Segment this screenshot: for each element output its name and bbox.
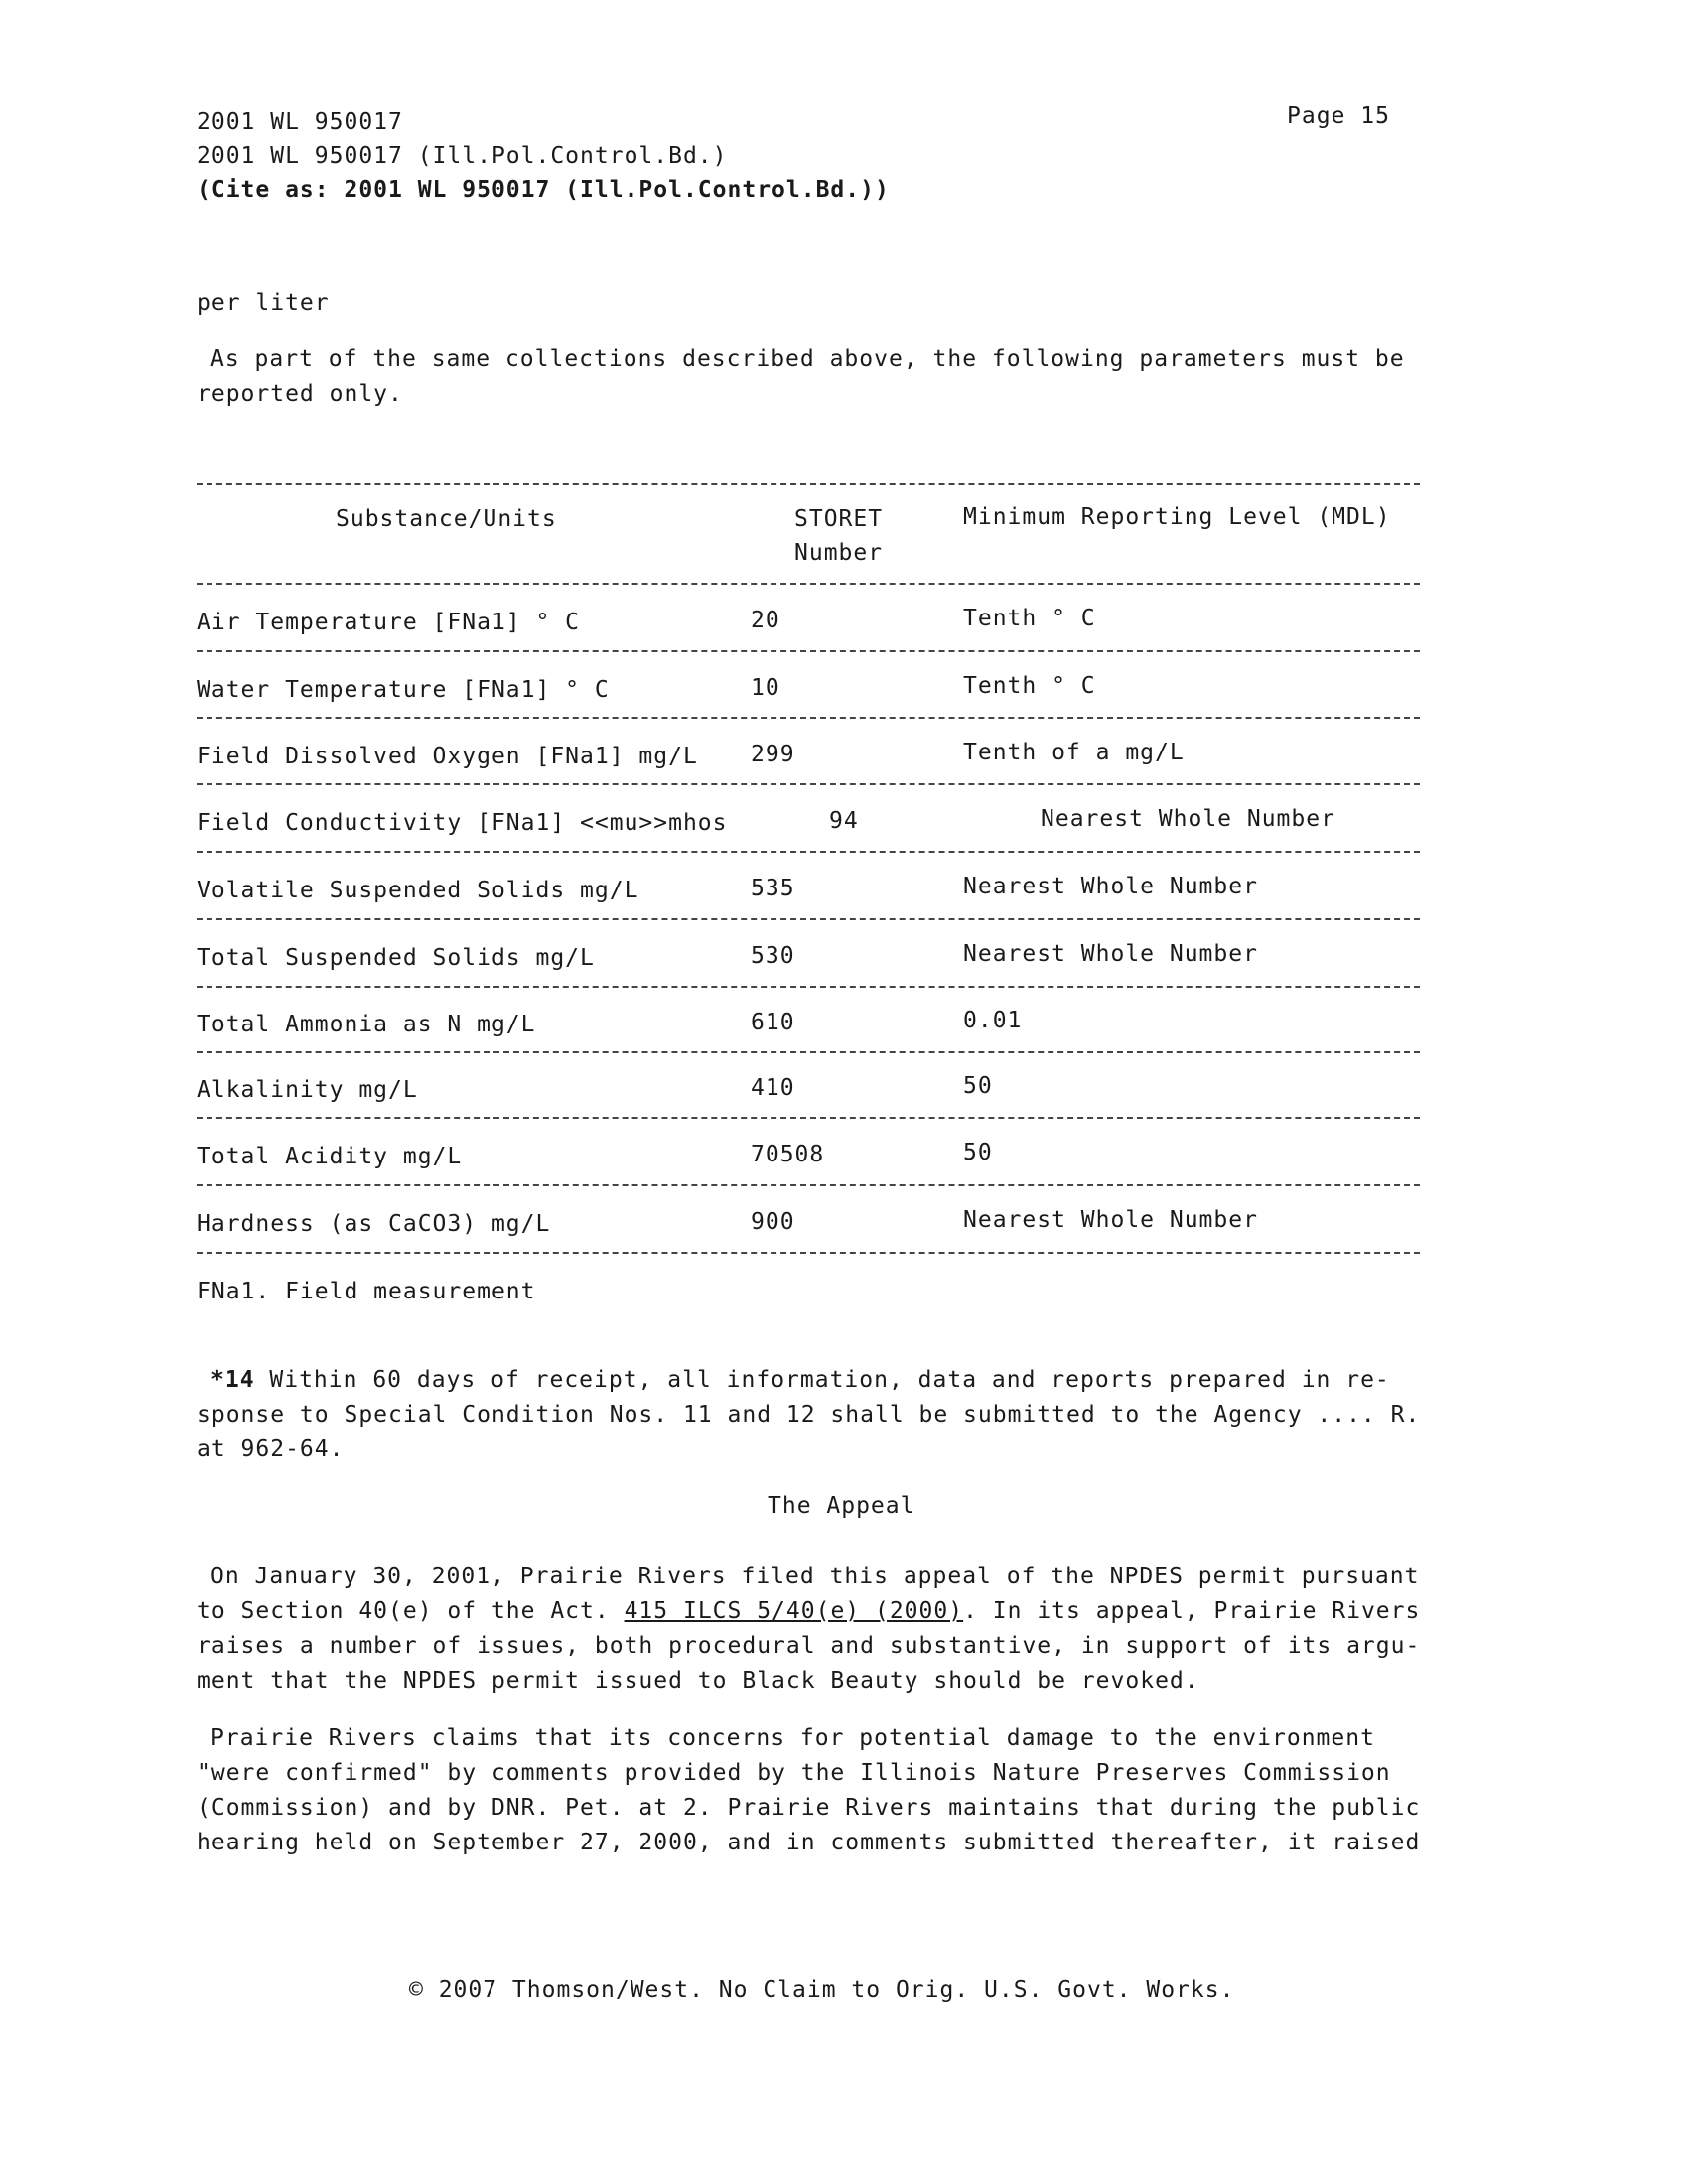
row-storet: 410 bbox=[751, 1075, 795, 1101]
row-substance: Volatile Suspended Solids mg/L bbox=[197, 878, 639, 903]
table-divider bbox=[197, 1051, 1420, 1053]
row-mdl: Nearest Whole Number bbox=[963, 941, 1258, 967]
intro-paragraph-line-1: As part of the same collections described above, the following parameters must be bbox=[210, 346, 1405, 372]
table-divider bbox=[197, 650, 1420, 652]
row-storet: 299 bbox=[751, 742, 795, 767]
table-footnote: FNa1. Field measurement bbox=[197, 1279, 536, 1304]
row-substance: Field Conductivity [FNa1] <<mu>>mhos bbox=[197, 810, 728, 836]
table-divider bbox=[197, 717, 1420, 719]
table-divider bbox=[197, 918, 1420, 920]
table-divider bbox=[197, 1184, 1420, 1186]
statute-link[interactable]: 415 ILCS 5/40(e) (2000) bbox=[624, 1598, 964, 1624]
row-substance: Total Acidity mg/L bbox=[197, 1144, 463, 1169]
row-storet: 94 bbox=[829, 808, 859, 834]
row-substance: Air Temperature [FNa1] ° C bbox=[197, 610, 581, 635]
appeal-para1-line-2-pre: to Section 40(e) of the Act. bbox=[197, 1598, 625, 1624]
row-mdl: 0.01 bbox=[963, 1008, 1023, 1033]
row-mdl: Tenth ° C bbox=[963, 673, 1096, 699]
row-storet: 900 bbox=[751, 1209, 795, 1235]
table-divider bbox=[197, 1252, 1420, 1254]
appeal-para2-line-1: Prairie Rivers claims that its concerns for potential damage to the environment bbox=[210, 1725, 1375, 1751]
table-divider bbox=[197, 783, 1420, 785]
row-substance: Field Dissolved Oxygen [FNa1] mg/L bbox=[197, 744, 698, 769]
citation-line-1: 2001 WL 950017 bbox=[197, 109, 403, 135]
row-storet: 70508 bbox=[751, 1142, 825, 1167]
row-substance: Water Temperature [FNa1] ° C bbox=[197, 677, 610, 703]
para14-line-3: at 962-64. bbox=[197, 1436, 345, 1462]
row-mdl: 50 bbox=[963, 1140, 993, 1165]
row-mdl: Tenth ° C bbox=[963, 606, 1096, 631]
row-substance: Alkalinity mg/L bbox=[197, 1077, 418, 1103]
row-mdl: Nearest Whole Number bbox=[963, 874, 1258, 899]
row-substance: Total Ammonia as N mg/L bbox=[197, 1012, 536, 1037]
table-divider bbox=[197, 1117, 1420, 1119]
header-storet-number: Number bbox=[794, 540, 884, 566]
appeal-para2-line-2: "were confirmed" by comments provided by the Illinois Nature Preserves Commission bbox=[197, 1760, 1391, 1786]
appeal-para1-line-2 bbox=[197, 1598, 1420, 1624]
header-storet: STORET bbox=[794, 506, 884, 532]
appeal-para1-line-2-post: . In its appeal, Prairie Rivers bbox=[963, 1598, 1421, 1624]
appeal-para1-line-3: raises a number of issues, both procedural and substantive, in support of its argu- bbox=[197, 1633, 1421, 1659]
row-substance: Total Suspended Solids mg/L bbox=[197, 945, 595, 971]
row-storet: 535 bbox=[751, 876, 795, 901]
copyright-footer: © 2007 Thomson/West. No Claim to Orig. U.S. Govt. Works. bbox=[409, 1978, 1235, 2003]
section-heading: The Appeal bbox=[768, 1493, 915, 1519]
row-storet: 530 bbox=[751, 943, 795, 969]
row-storet: 20 bbox=[751, 608, 780, 633]
appeal-para1-line-1: On January 30, 2001, Prairie Rivers filed this appeal of the NPDES permit pursuant bbox=[210, 1564, 1420, 1589]
intro-paragraph-line-2: reported only. bbox=[197, 381, 403, 407]
row-mdl: Tenth of a mg/L bbox=[963, 740, 1185, 765]
star-page-marker: *14 bbox=[210, 1367, 255, 1393]
row-mdl: Nearest Whole Number bbox=[963, 1207, 1258, 1233]
para14-line-1-text: Within 60 days of receipt, all information, data and reports prepared in re- bbox=[254, 1367, 1390, 1393]
cite-as-line: (Cite as: 2001 WL 950017 (Ill.Pol.Control.Bd.)) bbox=[197, 177, 890, 203]
row-mdl: 50 bbox=[963, 1073, 993, 1099]
page-number: Page 15 bbox=[1287, 103, 1390, 129]
para14-line-2: sponse to Special Condition Nos. 11 and 12 shall be submitted to the Agency .... R. bbox=[197, 1402, 1421, 1428]
citation-line-2: 2001 WL 950017 (Ill.Pol.Control.Bd.) bbox=[197, 143, 728, 169]
row-mdl: Nearest Whole Number bbox=[1041, 806, 1335, 832]
para14-line-1 bbox=[210, 1367, 1390, 1393]
row-storet: 10 bbox=[751, 675, 780, 701]
table-divider bbox=[197, 483, 1420, 485]
row-storet: 610 bbox=[751, 1010, 795, 1035]
appeal-para1-line-4: ment that the NPDES permit issued to Black Beauty should be revoked. bbox=[197, 1668, 1199, 1694]
appeal-para2-line-3: (Commission) and by DNR. Pet. at 2. Prairie Rivers maintains that during the public bbox=[197, 1795, 1421, 1821]
row-substance: Hardness (as CaCO3) mg/L bbox=[197, 1211, 551, 1237]
per-liter-text: per liter bbox=[197, 290, 330, 316]
appeal-para2-line-4: hearing held on September 27, 2000, and in comments submitted thereafter, it raised bbox=[197, 1830, 1421, 1855]
table-divider bbox=[197, 851, 1420, 853]
header-substance: Substance/Units bbox=[336, 506, 557, 532]
table-divider bbox=[197, 986, 1420, 988]
header-mdl: Minimum Reporting Level (MDL) bbox=[963, 504, 1391, 530]
table-divider bbox=[197, 583, 1420, 585]
